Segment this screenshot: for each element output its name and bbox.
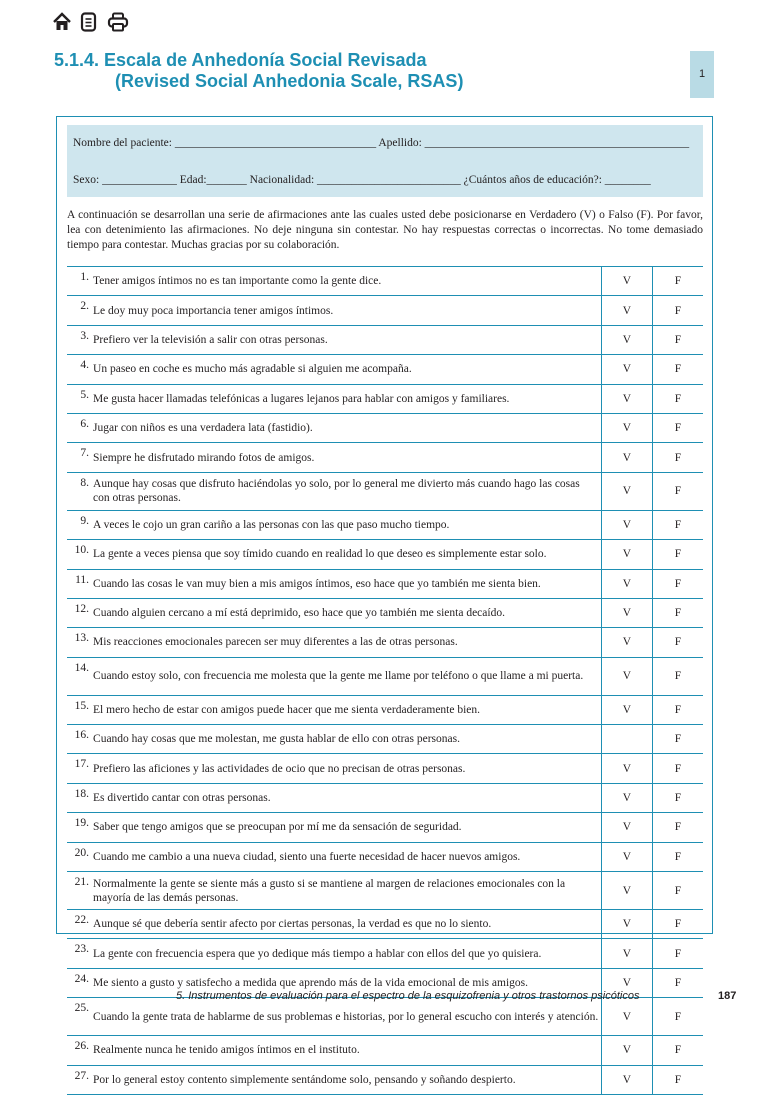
item-text: Cuando las cosas le van muy bien a mis amigos íntimos, eso hace que yo también me sienta bien. [93,569,601,598]
answer-true-option[interactable]: V [601,384,652,413]
item-number: 21. [67,872,93,910]
answer-true-option[interactable]: V [601,939,652,968]
answer-true-option[interactable]: V [601,296,652,325]
item-number: 14. [67,657,93,695]
item-number: 7. [67,443,93,472]
table-row [67,783,703,812]
item-text: Jugar con niños es una verdadera lata (fastidio). [93,413,601,442]
table-row [67,939,703,968]
item-text: Aunque hay cosas que disfruto haciéndolas yo solo, por lo general me divierto más cuando hago las cosas con otras personas. [93,472,601,510]
page-title [54,50,463,92]
answer-true-option[interactable]: V [601,510,652,539]
answer-true-option[interactable]: V [601,325,652,354]
item-text: Le doy muy poca importancia tener amigos íntimos. [93,296,601,325]
table-row [67,872,703,910]
answer-false-option[interactable]: F [652,267,703,296]
item-text: Siempre he disfrutado mirando fotos de amigos. [93,443,601,472]
item-number: 23. [67,939,93,968]
table-row [67,725,703,754]
answer-false-option[interactable]: F [652,783,703,812]
answer-false-option[interactable]: F [652,598,703,627]
item-text: Cuando me cambio a una nueva ciudad, siento una fuerte necesidad de hacer nuevos amigos. [93,842,601,871]
item-text: Normalmente la gente se siente más a gusto si se mantiene al margen de relaciones emocionales con la mayoría de las demás personas. [93,872,601,910]
document-icon[interactable] [80,12,98,37]
item-text: Cuando estoy solo, con frecuencia me molesta que la gente me llame por teléfono o que llame a mi puerta. [93,657,601,695]
answer-true-option[interactable]: V [601,628,652,657]
title-line-1: 5.1.4. Escala de Anhedonía Social Revisada [54,50,427,70]
print-icon[interactable] [107,12,129,37]
answer-true-option[interactable]: V [601,910,652,939]
item-number: 2. [67,296,93,325]
item-text: Cuando hay cosas que me molestan, me gusta hablar de ello con otras personas. [93,725,601,754]
table-row [67,325,703,354]
answer-true-option[interactable]: V [601,783,652,812]
footer-chapter-title: 5. Instrumentos de evaluación para el espectro de la esquizofrenia y otros trastornos psicóticos [176,990,640,1002]
answer-false-option[interactable]: F [652,695,703,724]
answer-false-option[interactable]: F [652,754,703,783]
table-row [67,540,703,569]
answer-false-option[interactable]: F [652,510,703,539]
item-text: La gente a veces piensa que soy tímido cuando en realidad lo que deseo es simplemente estar solo. [93,540,601,569]
answer-false-option[interactable]: F [652,910,703,939]
item-text: Cuando alguien cercano a mí está deprimido, eso hace que yo también me sienta decaído. [93,598,601,627]
item-text: Realmente nunca he tenido amigos íntimos en el instituto. [93,1036,601,1065]
table-row [67,413,703,442]
table-row [67,813,703,842]
answer-false-option[interactable]: F [652,813,703,842]
answer-false-option[interactable]: F [652,842,703,871]
answer-true-option[interactable] [601,725,652,754]
answer-false-option[interactable]: F [652,355,703,384]
title-line-2: (Revised Social Anhedonia Scale, RSAS) [115,71,464,91]
item-number: 26. [67,1036,93,1065]
item-number: 9. [67,510,93,539]
item-number: 6. [67,413,93,442]
table-row [67,384,703,413]
table-row [67,569,703,598]
table-row [67,355,703,384]
table-row [67,472,703,510]
answer-false-option[interactable]: F [652,413,703,442]
answer-true-option[interactable]: V [601,695,652,724]
answer-true-option[interactable]: V [601,355,652,384]
item-number: 12. [67,598,93,627]
table-row [67,910,703,939]
item-number: 19. [67,813,93,842]
answer-true-option[interactable]: V [601,540,652,569]
answer-true-option[interactable]: V [601,754,652,783]
item-number: 3. [67,325,93,354]
patient-info-box [67,125,703,197]
item-text: Un paseo en coche es mucho más agradable si alguien me acompaña. [93,355,601,384]
item-text: La gente con frecuencia espera que yo dedique más tiempo a hablar con ellos del que yo quisiera. [93,939,601,968]
table-row [67,628,703,657]
item-text: Prefiero ver la televisión a salir con otras personas. [93,325,601,354]
item-number: 8. [67,472,93,510]
item-number: 27. [67,1065,93,1094]
item-text: Por lo general estoy contento simplemente sentándome solo, pensando y soñando despierto. [93,1065,601,1094]
table-row [67,1036,703,1065]
item-number: 5. [67,384,93,413]
answer-false-option[interactable]: F [652,628,703,657]
answer-true-option[interactable]: V [601,598,652,627]
answer-false-option[interactable]: F [652,657,703,695]
item-text: Me gusta hacer llamadas telefónicas a lugares lejanos para hablar con amigos y familiares. [93,384,601,413]
answer-true-option[interactable]: V [601,813,652,842]
answer-false-option[interactable]: F [652,998,703,1036]
page-number: 187 [718,990,737,1002]
item-number: 13. [67,628,93,657]
page-tab: 1 [690,51,714,98]
answer-false-option[interactable]: F [652,939,703,968]
item-text: Me siento a gusto y satisfecho a medida que aprendo más de la vida emocional de mis amigos. [93,968,601,997]
answer-true-option[interactable]: V [601,569,652,598]
items-table [67,266,703,1095]
item-text: Prefiero las aficiones y las actividades de ocio que no precisan de otras personas. [93,754,601,783]
item-number: 16. [67,725,93,754]
table-row [67,695,703,724]
instructions-text: A continuación se desarrollan una serie de afirmaciones ante las cuales usted debe posicionarse en Verdadero (V) o Falso (F). Por favor, lea con detenimiento las afirmaciones. No deje ninguna sin contestar. No hay respuestas correctas o incorrectas. No tome demasiado tiempo para contestar. Muchas gracias por su colaboración. [67,209,703,251]
item-text: El mero hecho de estar con amigos puede hacer que me sienta verdaderamente bien. [93,695,601,724]
answer-false-option[interactable]: F [652,472,703,510]
answer-false-option[interactable]: F [652,384,703,413]
item-number: 15. [67,695,93,724]
patient-name-row[interactable]: Nombre del paciente: ___________________________________ Apellido: ______________________________________________ [73,137,690,149]
item-number: 20. [67,842,93,871]
answer-true-option[interactable]: V [601,872,652,910]
answer-false-option[interactable]: F [652,725,703,754]
home-icon[interactable] [52,12,72,37]
item-number: 17. [67,754,93,783]
item-text: Aunque sé que debería sentir afecto por ciertas personas, la verdad es que no lo siento. [93,910,601,939]
table-row [67,1065,703,1094]
answer-true-option[interactable]: V [601,267,652,296]
answer-false-option[interactable]: F [652,296,703,325]
answer-true-option[interactable]: V [601,657,652,695]
answer-true-option[interactable]: V [601,1036,652,1065]
table-row [67,657,703,695]
answer-false-option[interactable]: F [652,968,703,997]
answer-false-option[interactable]: F [652,1036,703,1065]
item-number: 22. [67,910,93,939]
answer-false-option[interactable]: F [652,443,703,472]
item-text: Saber que tengo amigos que se preocupan por mí me da sensación de seguridad. [93,813,601,842]
answer-false-option[interactable]: F [652,540,703,569]
item-number: 11. [67,569,93,598]
item-text: A veces le cojo un gran cariño a las personas con las que paso mucho tiempo. [93,510,601,539]
answer-false-option[interactable]: F [652,569,703,598]
item-text: Cuando la gente trata de hablarme de sus problemas e historias, por lo general escucho con interés y atención. [93,998,601,1036]
item-text: Es divertido cantar con otras personas. [93,783,601,812]
answer-true-option[interactable]: V [601,413,652,442]
table-row [67,998,703,1036]
item-number: 18. [67,783,93,812]
table-row [67,842,703,871]
table-row [67,598,703,627]
patient-details-row[interactable]: Sexo: _____________ Edad:_______ Nacionalidad: _________________________ ¿Cuántos años de educación?: ________ [73,174,651,186]
table-row [67,510,703,539]
answer-true-option[interactable]: V [601,443,652,472]
item-number: 25. [67,998,93,1036]
table-row [67,754,703,783]
item-text: Mis reacciones emocionales parecen ser muy diferentes a las de otras personas. [93,628,601,657]
answer-false-option[interactable]: F [652,872,703,910]
answer-true-option[interactable]: V [601,472,652,510]
table-row [67,267,703,296]
item-number: 1. [67,267,93,296]
answer-true-option[interactable]: V [601,842,652,871]
answer-false-option[interactable]: F [652,325,703,354]
item-number: 10. [67,540,93,569]
item-number: 24. [67,968,93,997]
item-number: 4. [67,355,93,384]
answer-true-option[interactable]: V [601,968,652,997]
answer-true-option[interactable]: V [601,998,652,1036]
table-row [67,296,703,325]
item-text: Tener amigos íntimos no es tan importante como la gente dice. [93,267,601,296]
table-row [67,443,703,472]
answer-false-option[interactable]: F [652,1065,703,1094]
answer-true-option[interactable]: V [601,1065,652,1094]
